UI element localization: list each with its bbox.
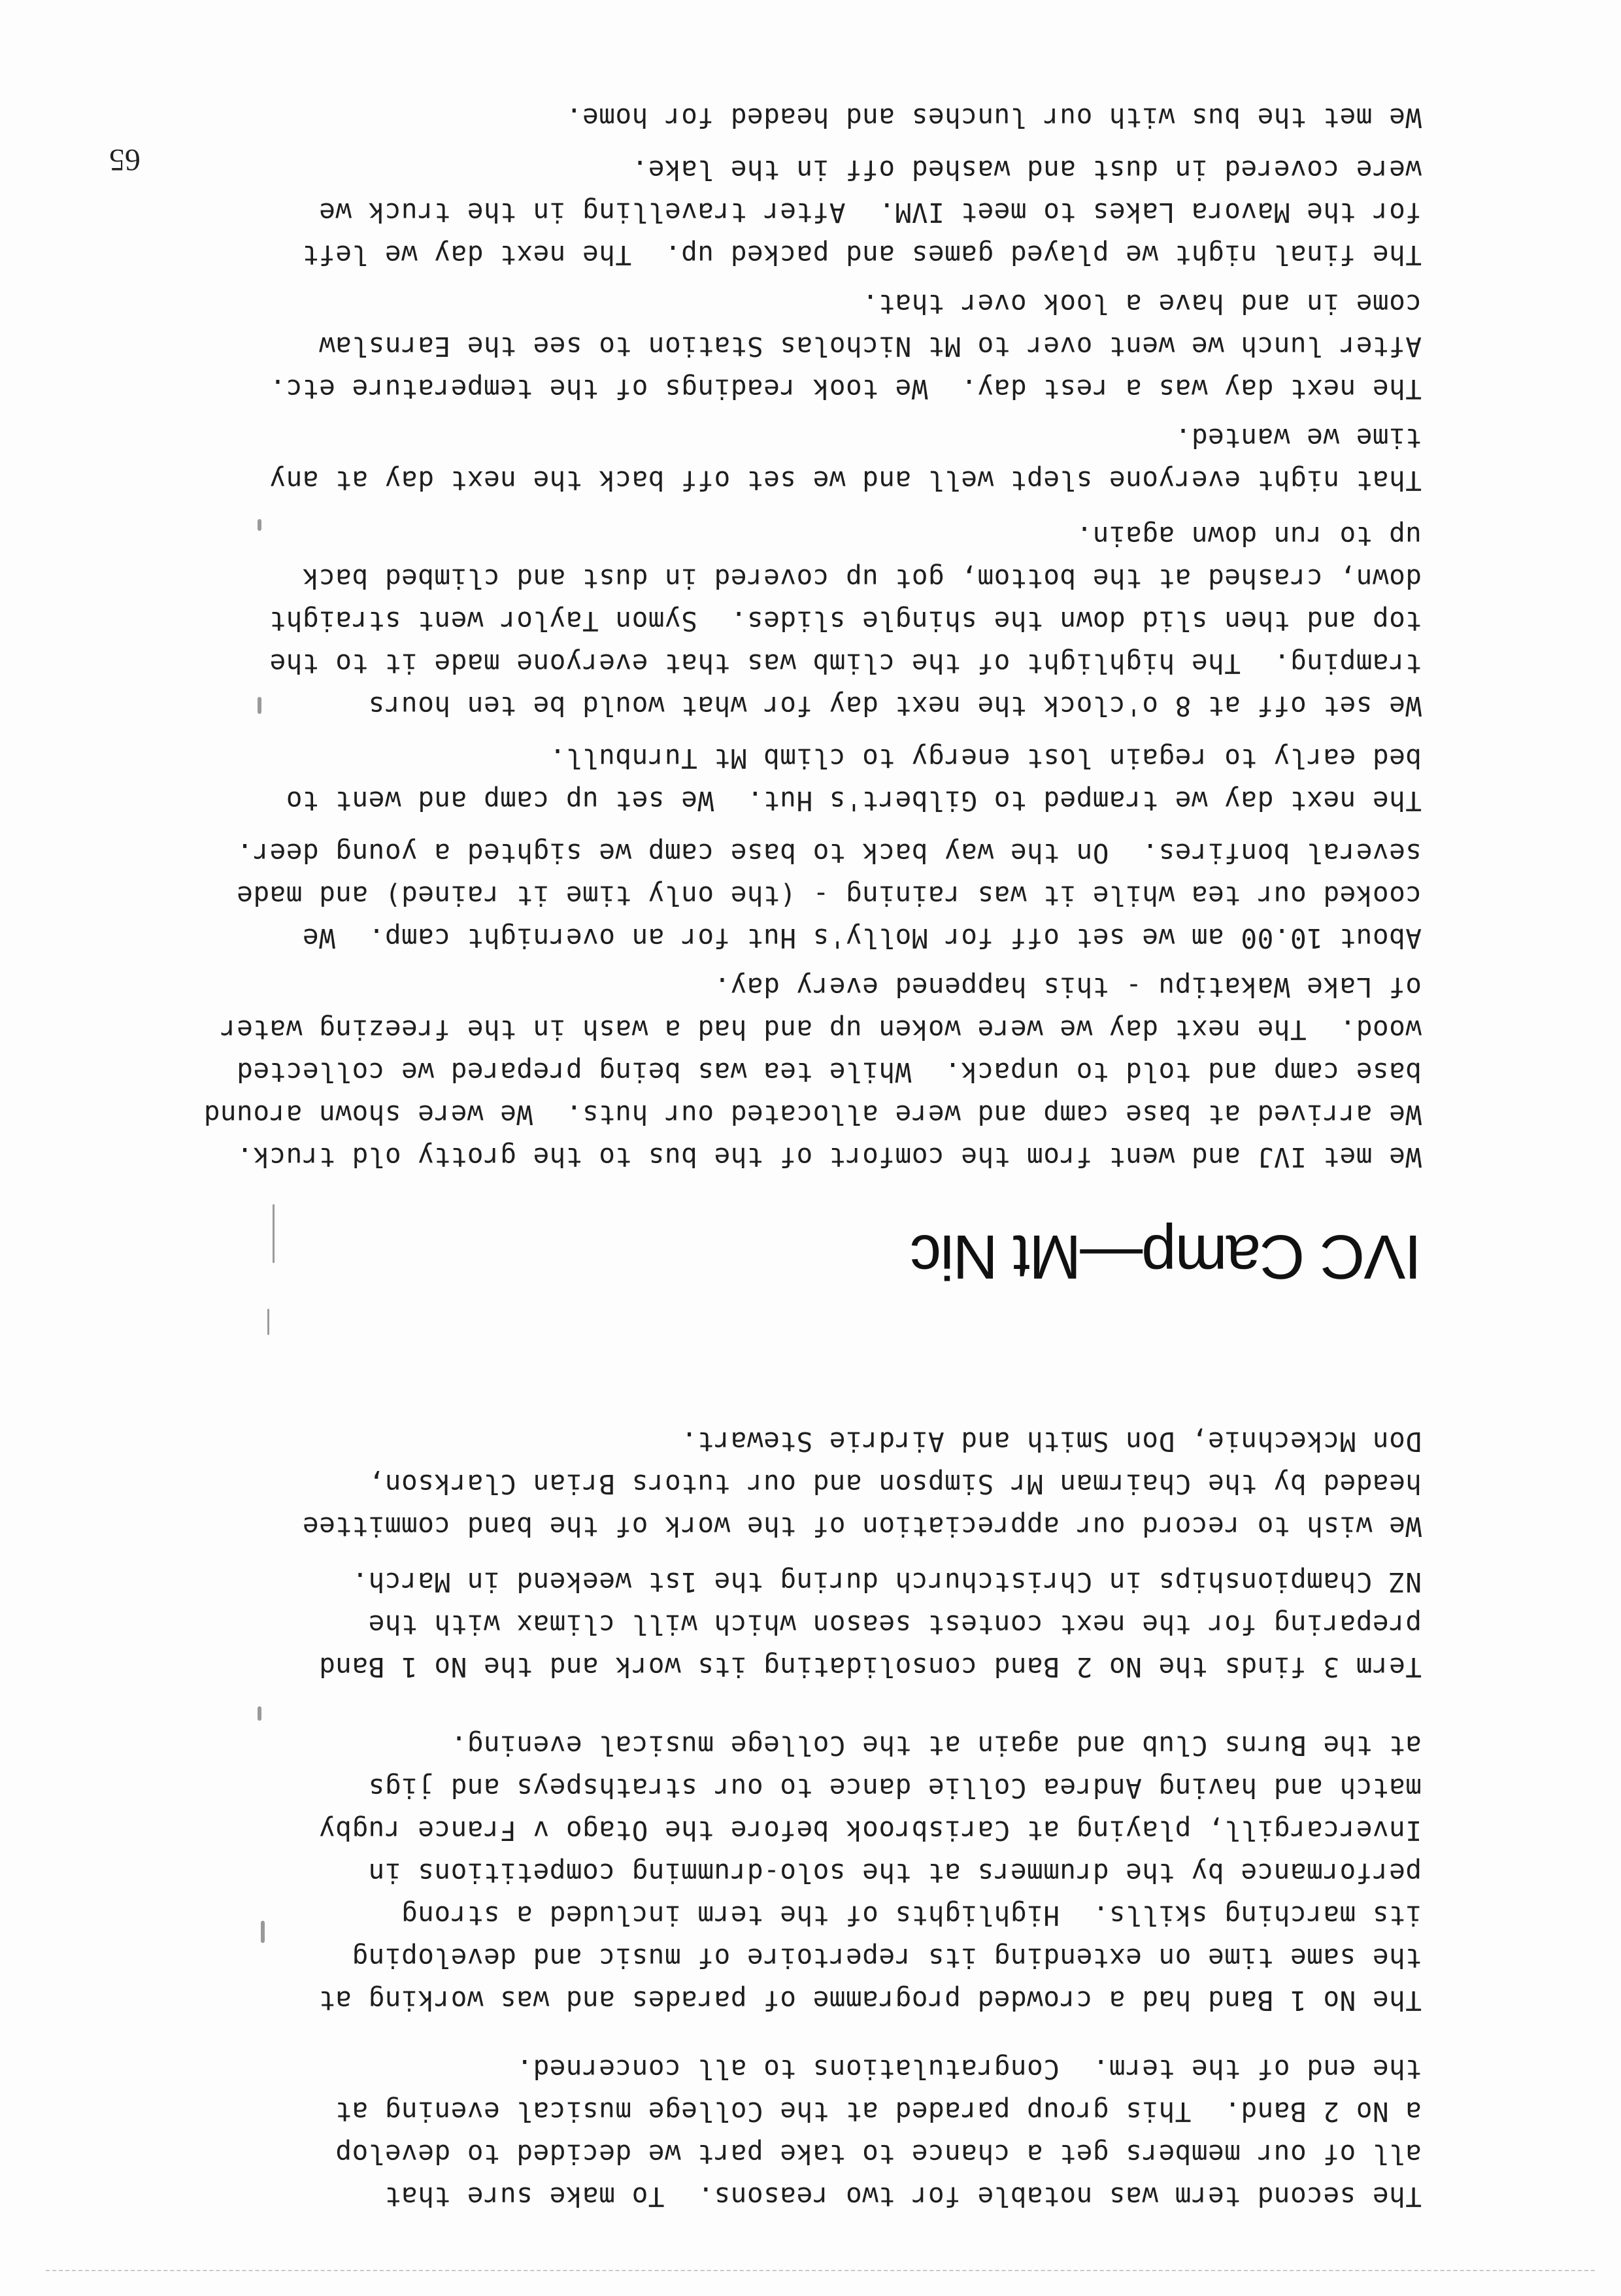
scan-fold-line [46, 2270, 1595, 2271]
page-number: 65 [109, 143, 141, 177]
paragraph-mt-turnbull: We set off at 8 o'clock the next day for what would be ten hours tramping. The highlight of the climb was that everyone made it to the top and then slid down the shingle slides. Symon Taylor went straight down, crashed at the bottom, got up covered in dust and climbed back up to run down again. [269, 520, 1422, 722]
paragraph-gilberts-hut: The next day we tramped to Gilbert's Hut. We set up camp and went to bed early to regain lost energy to climb Mt Turnbull. [286, 743, 1422, 817]
paragraph-no1-band: The No 1 Band had a crowded programme of parades and was working at the same time on extending its repertoire of music and developing its marching skills. Highlights of the term included a strong performance by the drummers at the solo-drumming competitions in Invercargill, playing at Carisbrook before the Otago v France rugby match and having Andrea Collie dance to our strathspeys and jigs at the Burns Club and again at the College musical evening. [318, 1730, 1422, 2016]
paragraph-home: We met the bus with our lunches and headed for home. [565, 102, 1422, 133]
scan-mark [258, 1706, 261, 1721]
paragraph-appreciation: We wish to record our appreciation of the work of the band committee headed by the Chairman Mr Simpson and our tutors Brian Clarkson, Don Mckechnie, Don Smith and Airdrie Stewart. [302, 1426, 1422, 1542]
paragraph-second-term: The second term was notable for two reasons. To make sure that all of our members get a chance to take part we decided to develop a No 2 Band. This group paraded at the College musical evening at the end of the term. Congratulations to all concerned. [335, 2053, 1422, 2212]
scan-mark [258, 519, 261, 531]
paragraph-rest-day: The next day was a rest day. We took readings of the temperature etc. After lunch we went over to Mt Nicholas Station to see the Earnslaw come in and have a look over that. [269, 288, 1422, 405]
paragraph-arrival: We met IVJ and went from the comfort of the bus to the grotty old truck. We arrived at base camp and were allocated our huts. We were shown around base camp and told to unpack. While tea was being prepared we collected wood. The next day we were woken up and had a wash in the freezing water of Lake Wakatipu - this happened every day. [203, 971, 1422, 1173]
camp-heading: IVC Camp—Mt Nic [911, 1222, 1422, 1292]
paragraph-term-3: Term 3 finds the No 2 Band consolidating its work and the No 1 Band preparing for the next contest season which will climax with the NZ Championships in Christchurch during the 1st weekend in March. [318, 1566, 1422, 1683]
scan-mark [258, 697, 261, 714]
scan-mark [267, 1309, 269, 1335]
paragraph-final-night: The final night we played games and packed up. The next day we left for the Mavora Lakes to meet IVM. After travelling in the truck we were covered in dust and washed off in the lake. [302, 154, 1422, 271]
paragraph-that-night: That night everyone slept well and we set off back the next day at any time we wanted. [269, 422, 1422, 496]
scan-mark [273, 1204, 275, 1263]
scan-mark [261, 1921, 265, 1943]
paragraph-mollys-hut: About 10.00 am we set off for Molly's Hut for an overnight camp. We cooked our tea while it was raining - (the only time it rained) and made several bonfires. On the way back to base camp we sighted a young deer. [236, 837, 1422, 954]
